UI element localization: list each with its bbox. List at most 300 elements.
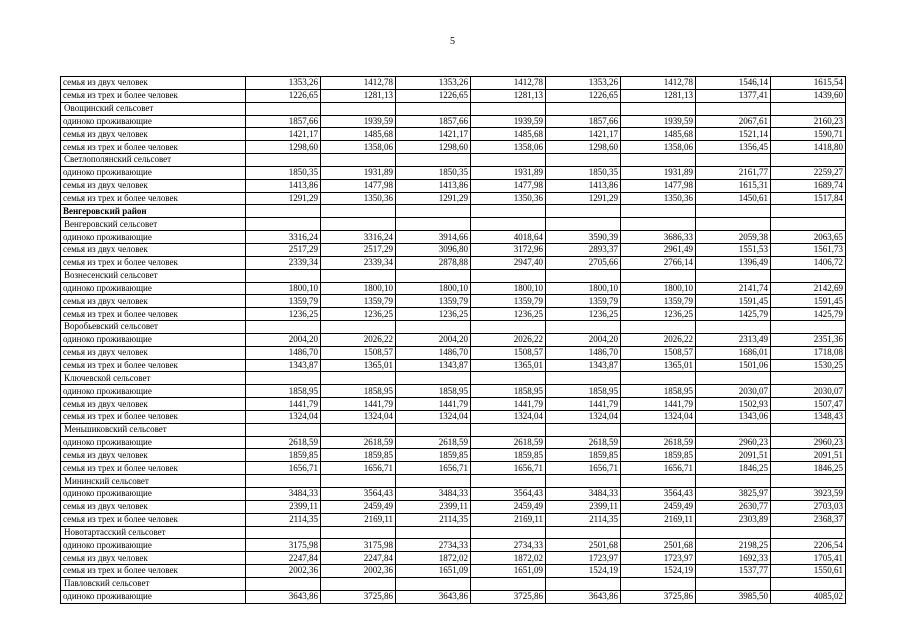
value-cell: 1324,04 (321, 410, 396, 423)
value-cell (546, 154, 621, 167)
table-row (61, 552, 846, 565)
value-cell (546, 218, 621, 231)
value-cell: 2303,89 (696, 513, 771, 526)
value-cell: 3590,39 (546, 231, 621, 244)
value-cell: 1615,31 (696, 179, 771, 192)
value-cell: 3175,98 (246, 539, 321, 552)
value-cell: 1857,66 (546, 115, 621, 128)
value-cell (396, 102, 471, 115)
value-cell: 2004,20 (546, 333, 621, 346)
value-cell (321, 321, 396, 334)
value-cell: 1236,25 (246, 308, 321, 321)
value-cell: 1485,68 (471, 128, 546, 141)
value-cell: 1343,87 (546, 359, 621, 372)
value-cell: 1421,17 (546, 128, 621, 141)
value-cell: 1358,06 (471, 141, 546, 154)
value-cell: 1656,71 (246, 462, 321, 475)
value-cell (246, 372, 321, 385)
value-cell: 2004,20 (396, 333, 471, 346)
value-cell (696, 372, 771, 385)
value-cell: 2030,07 (771, 385, 846, 398)
value-cell: 1800,10 (396, 282, 471, 295)
table-row (61, 179, 846, 192)
settlement-name: Венгеровский сельсовет (61, 218, 246, 231)
value-cell: 1441,79 (396, 398, 471, 411)
value-cell: 1226,65 (246, 89, 321, 102)
value-cell: 1857,66 (246, 115, 321, 128)
value-cell (321, 372, 396, 385)
value-cell: 3825,97 (696, 488, 771, 501)
value-cell: 1441,79 (321, 398, 396, 411)
row-label: одиноко проживающие (61, 539, 246, 552)
table-row (61, 590, 846, 603)
value-cell: 2339,34 (246, 256, 321, 269)
value-cell: 1651,09 (471, 565, 546, 578)
value-cell: 1281,13 (321, 89, 396, 102)
value-cell (771, 205, 846, 218)
value-cell (696, 475, 771, 488)
value-cell: 2501,68 (621, 539, 696, 552)
value-cell: 1425,79 (771, 308, 846, 321)
value-cell: 2067,61 (696, 115, 771, 128)
value-cell: 1689,74 (771, 179, 846, 192)
value-cell: 1324,04 (546, 410, 621, 423)
table-row (61, 410, 846, 423)
value-cell (621, 423, 696, 436)
section-header-row (61, 321, 846, 334)
value-cell: 1358,06 (621, 141, 696, 154)
row-label: семья из трех и более человек (61, 462, 246, 475)
value-cell (471, 526, 546, 539)
value-cell: 2091,51 (771, 449, 846, 462)
row-label: семья из двух человек (61, 179, 246, 192)
value-cell (546, 269, 621, 282)
value-cell: 2059,38 (696, 231, 771, 244)
value-cell (696, 321, 771, 334)
value-cell (321, 154, 396, 167)
value-cell (246, 154, 321, 167)
value-cell: 1872,02 (396, 552, 471, 565)
table-row (61, 115, 846, 128)
value-cell (546, 321, 621, 334)
value-cell: 2063,65 (771, 231, 846, 244)
value-cell: 1413,86 (396, 179, 471, 192)
value-cell: 1359,79 (321, 295, 396, 308)
value-cell: 1291,29 (396, 192, 471, 205)
value-cell (621, 372, 696, 385)
value-cell: 1800,10 (546, 282, 621, 295)
value-cell (471, 102, 546, 115)
value-cell: 1508,57 (471, 346, 546, 359)
table-row (61, 449, 846, 462)
section-header-row (61, 423, 846, 436)
value-cell: 3686,33 (621, 231, 696, 244)
value-cell: 1486,70 (396, 346, 471, 359)
row-label: семья из трех и более человек (61, 410, 246, 423)
value-cell (546, 526, 621, 539)
value-cell: 2142,69 (771, 282, 846, 295)
value-cell: 1441,79 (471, 398, 546, 411)
value-cell (546, 475, 621, 488)
row-label: семья из двух человек (61, 500, 246, 513)
section-header-row (61, 372, 846, 385)
value-cell (696, 423, 771, 436)
value-cell: 1692,33 (696, 552, 771, 565)
value-cell: 3725,86 (471, 590, 546, 603)
table-row (61, 359, 846, 372)
value-cell: 1418,80 (771, 141, 846, 154)
value-cell (246, 526, 321, 539)
section-header-row (61, 102, 846, 115)
table-row (61, 89, 846, 102)
value-cell (396, 321, 471, 334)
value-cell: 2960,23 (771, 436, 846, 449)
value-cell: 2002,36 (321, 565, 396, 578)
value-cell: 2026,22 (321, 333, 396, 346)
value-cell: 1450,61 (696, 192, 771, 205)
value-cell: 1396,49 (696, 256, 771, 269)
value-cell (771, 372, 846, 385)
value-cell (246, 577, 321, 590)
row-label: семья из трех и более человек (61, 256, 246, 269)
value-cell: 2114,35 (396, 513, 471, 526)
value-cell: 1656,71 (621, 462, 696, 475)
value-cell: 2703,03 (771, 500, 846, 513)
value-cell: 1508,57 (621, 346, 696, 359)
value-cell: 4018,64 (471, 231, 546, 244)
value-cell: 1298,60 (396, 141, 471, 154)
table-row (61, 539, 846, 552)
value-cell: 2161,77 (696, 166, 771, 179)
value-cell: 1441,79 (546, 398, 621, 411)
value-cell: 2618,59 (546, 436, 621, 449)
value-cell: 1353,26 (246, 77, 321, 90)
value-cell (246, 423, 321, 436)
value-cell: 2399,11 (246, 500, 321, 513)
value-cell: 1298,60 (546, 141, 621, 154)
value-cell: 2893,37 (546, 243, 621, 256)
row-label: семья из двух человек (61, 398, 246, 411)
value-cell (771, 475, 846, 488)
value-cell: 2091,51 (696, 449, 771, 462)
value-cell: 3643,86 (546, 590, 621, 603)
settlement-name: Павловский сельсовет (61, 577, 246, 590)
value-cell: 1858,95 (471, 385, 546, 398)
value-cell (621, 526, 696, 539)
value-cell: 2351,36 (771, 333, 846, 346)
row-label: семья из двух человек (61, 449, 246, 462)
value-cell (246, 218, 321, 231)
value-cell (396, 218, 471, 231)
value-cell: 2169,11 (321, 513, 396, 526)
settlement-name: Воробьевский сельсовет (61, 321, 246, 334)
value-cell: 1441,79 (246, 398, 321, 411)
value-cell (696, 154, 771, 167)
value-cell: 1425,79 (696, 308, 771, 321)
row-label: семья из трех и более человек (61, 89, 246, 102)
value-cell: 1517,84 (771, 192, 846, 205)
district-header-row (61, 205, 846, 218)
section-header-row (61, 577, 846, 590)
value-cell: 1377,41 (696, 89, 771, 102)
settlement-name: Мининский сельсовет (61, 475, 246, 488)
value-cell: 2399,11 (546, 500, 621, 513)
value-cell: 1686,01 (696, 346, 771, 359)
value-cell: 2206,54 (771, 539, 846, 552)
value-cell: 2517,29 (321, 243, 396, 256)
value-cell: 1656,71 (546, 462, 621, 475)
table-row (61, 385, 846, 398)
value-cell: 1298,60 (246, 141, 321, 154)
value-cell: 1537,77 (696, 565, 771, 578)
row-label: одиноко проживающие (61, 590, 246, 603)
value-cell: 1723,97 (546, 552, 621, 565)
row-label: семья из трех и более человек (61, 141, 246, 154)
value-cell: 1324,04 (471, 410, 546, 423)
value-cell (546, 423, 621, 436)
row-label: одиноко проживающие (61, 115, 246, 128)
value-cell: 1359,79 (621, 295, 696, 308)
value-cell (246, 102, 321, 115)
value-cell: 3096,80 (396, 243, 471, 256)
value-cell: 1343,06 (696, 410, 771, 423)
value-cell (696, 269, 771, 282)
value-cell: 1521,14 (696, 128, 771, 141)
value-cell: 1931,89 (471, 166, 546, 179)
value-cell (696, 577, 771, 590)
table-row (61, 462, 846, 475)
value-cell (246, 205, 321, 218)
value-cell (321, 205, 396, 218)
table-row (61, 436, 846, 449)
row-label: одиноко проживающие (61, 282, 246, 295)
value-cell (771, 218, 846, 231)
value-cell: 3985,50 (696, 590, 771, 603)
table-row (61, 192, 846, 205)
row-label: семья из двух человек (61, 295, 246, 308)
value-cell: 2618,59 (321, 436, 396, 449)
table-row (61, 128, 846, 141)
value-cell: 1931,89 (321, 166, 396, 179)
value-cell: 2705,66 (546, 256, 621, 269)
value-cell: 1291,29 (546, 192, 621, 205)
value-cell: 1477,98 (621, 179, 696, 192)
value-cell: 1591,45 (696, 295, 771, 308)
value-cell: 1857,66 (396, 115, 471, 128)
row-label: семья из трех и более человек (61, 565, 246, 578)
value-cell: 1615,54 (771, 77, 846, 90)
value-cell: 1705,41 (771, 552, 846, 565)
value-cell: 3564,43 (621, 488, 696, 501)
value-cell: 1850,35 (546, 166, 621, 179)
value-cell: 1343,87 (396, 359, 471, 372)
value-cell: 1858,95 (246, 385, 321, 398)
value-cell: 2169,11 (621, 513, 696, 526)
table-row (61, 308, 846, 321)
value-cell (396, 475, 471, 488)
value-cell: 1421,17 (246, 128, 321, 141)
section-header-row (61, 218, 846, 231)
value-cell: 1324,04 (396, 410, 471, 423)
value-cell: 1281,13 (471, 89, 546, 102)
value-cell (321, 475, 396, 488)
row-label: семья из двух человек (61, 243, 246, 256)
value-cell (396, 205, 471, 218)
value-cell: 1485,68 (621, 128, 696, 141)
value-cell: 1656,71 (471, 462, 546, 475)
value-cell: 1477,98 (321, 179, 396, 192)
value-cell (471, 423, 546, 436)
value-cell: 1441,79 (621, 398, 696, 411)
value-cell: 2247,84 (321, 552, 396, 565)
value-cell (621, 269, 696, 282)
value-cell: 2878,88 (396, 256, 471, 269)
value-cell: 1236,25 (621, 308, 696, 321)
row-label: семья из трех и более человек (61, 308, 246, 321)
value-cell: 3484,33 (396, 488, 471, 501)
value-cell: 1939,59 (321, 115, 396, 128)
value-cell (621, 154, 696, 167)
value-cell: 1477,98 (471, 179, 546, 192)
value-cell: 1324,04 (246, 410, 321, 423)
value-cell: 1226,65 (396, 89, 471, 102)
table-row (61, 346, 846, 359)
value-cell: 2459,49 (471, 500, 546, 513)
value-cell: 1800,10 (621, 282, 696, 295)
value-cell: 1508,57 (321, 346, 396, 359)
value-cell: 1226,65 (546, 89, 621, 102)
value-cell: 1359,79 (546, 295, 621, 308)
value-cell: 1590,71 (771, 128, 846, 141)
value-cell: 1281,13 (621, 89, 696, 102)
value-cell: 1872,02 (471, 552, 546, 565)
value-cell: 2247,84 (246, 552, 321, 565)
row-label: одиноко проживающие (61, 488, 246, 501)
value-cell: 1939,59 (621, 115, 696, 128)
value-cell: 1859,85 (546, 449, 621, 462)
value-cell: 1486,70 (546, 346, 621, 359)
table-row (61, 398, 846, 411)
value-cell: 1439,60 (771, 89, 846, 102)
value-cell: 2961,49 (621, 243, 696, 256)
value-cell: 3175,98 (321, 539, 396, 552)
value-cell: 3484,33 (246, 488, 321, 501)
value-cell: 2259,27 (771, 166, 846, 179)
value-cell: 1656,71 (396, 462, 471, 475)
value-cell (396, 154, 471, 167)
value-cell (471, 269, 546, 282)
value-cell (771, 577, 846, 590)
value-cell: 3923,59 (771, 488, 846, 501)
value-cell (396, 526, 471, 539)
value-cell (471, 205, 546, 218)
value-cell: 1365,01 (321, 359, 396, 372)
value-cell: 2947,40 (471, 256, 546, 269)
row-label: одиноко проживающие (61, 166, 246, 179)
value-cell (321, 269, 396, 282)
value-cell: 2002,36 (246, 565, 321, 578)
value-cell: 1501,06 (696, 359, 771, 372)
value-cell (621, 205, 696, 218)
settlement-name: Новотартасский сельсовет (61, 526, 246, 539)
value-cell: 2339,34 (321, 256, 396, 269)
value-cell: 1546,14 (696, 77, 771, 90)
value-cell: 3725,86 (321, 590, 396, 603)
value-cell: 1718,08 (771, 346, 846, 359)
value-cell: 1353,26 (546, 77, 621, 90)
value-cell: 2766,14 (621, 256, 696, 269)
table-row (61, 488, 846, 501)
value-cell (321, 423, 396, 436)
value-cell: 2618,59 (471, 436, 546, 449)
value-cell: 2114,35 (546, 513, 621, 526)
value-cell: 1291,29 (246, 192, 321, 205)
value-cell: 1651,09 (396, 565, 471, 578)
value-cell (621, 321, 696, 334)
value-cell: 1859,85 (246, 449, 321, 462)
value-cell: 3316,24 (246, 231, 321, 244)
value-cell: 2368,37 (771, 513, 846, 526)
value-cell: 4085,02 (771, 590, 846, 603)
value-cell: 3172,96 (471, 243, 546, 256)
value-cell: 1236,25 (396, 308, 471, 321)
value-cell: 1931,89 (621, 166, 696, 179)
value-cell: 2459,49 (321, 500, 396, 513)
section-header-row (61, 154, 846, 167)
row-label: одиноко проживающие (61, 231, 246, 244)
value-cell: 2313,49 (696, 333, 771, 346)
table-row (61, 513, 846, 526)
value-cell: 3643,86 (396, 590, 471, 603)
value-cell (771, 154, 846, 167)
value-cell: 1859,85 (396, 449, 471, 462)
row-label: семья из двух человек (61, 128, 246, 141)
value-cell: 1561,73 (771, 243, 846, 256)
value-cell: 1356,45 (696, 141, 771, 154)
value-cell: 1406,72 (771, 256, 846, 269)
value-cell: 1858,95 (396, 385, 471, 398)
value-cell: 1350,36 (621, 192, 696, 205)
value-cell: 1800,10 (321, 282, 396, 295)
value-cell: 2734,33 (471, 539, 546, 552)
value-cell: 3484,33 (546, 488, 621, 501)
value-cell (771, 526, 846, 539)
row-label: семья из двух человек (61, 552, 246, 565)
value-cell: 1858,95 (621, 385, 696, 398)
value-cell: 1413,86 (246, 179, 321, 192)
value-cell: 1412,78 (621, 77, 696, 90)
section-header-row (61, 269, 846, 282)
value-cell: 1524,19 (621, 565, 696, 578)
value-cell: 2026,22 (621, 333, 696, 346)
value-cell: 2618,59 (621, 436, 696, 449)
value-cell: 1939,59 (471, 115, 546, 128)
row-label: семья из трех и более человек (61, 513, 246, 526)
value-cell (771, 423, 846, 436)
value-cell (546, 102, 621, 115)
value-cell (471, 372, 546, 385)
value-cell (396, 423, 471, 436)
value-cell: 2459,49 (621, 500, 696, 513)
value-cell: 1530,25 (771, 359, 846, 372)
value-cell (246, 475, 321, 488)
value-cell (696, 218, 771, 231)
value-cell: 1348,43 (771, 410, 846, 423)
value-cell: 1656,71 (321, 462, 396, 475)
value-cell (396, 577, 471, 590)
value-cell: 3564,43 (471, 488, 546, 501)
value-cell: 1353,26 (396, 77, 471, 90)
